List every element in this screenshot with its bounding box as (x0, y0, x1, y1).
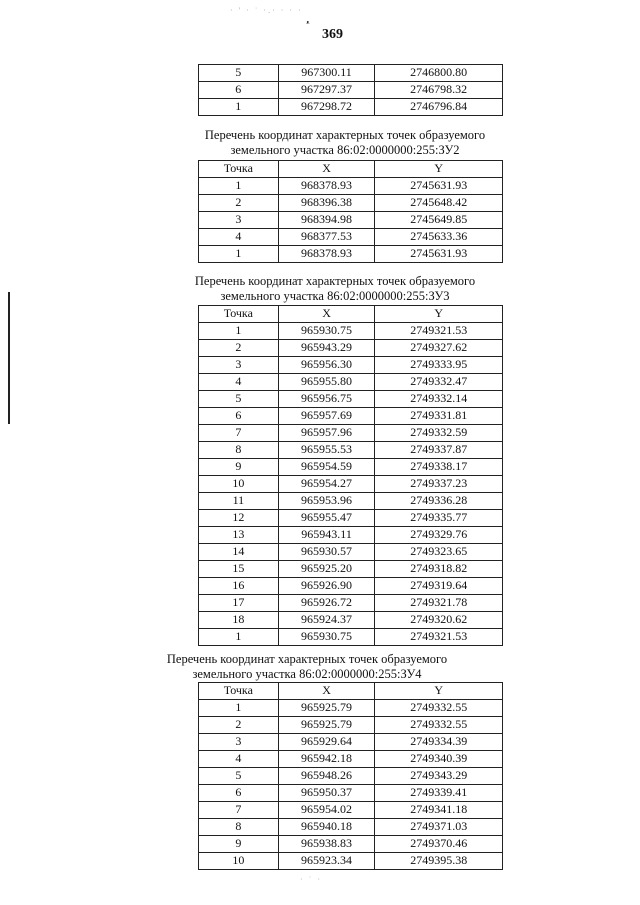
page-number: 369 (322, 27, 343, 42)
x-coordinate-cell: 965929.64 (278, 734, 375, 751)
y-coordinate-cell: 2749327.62 (375, 340, 503, 357)
x-coordinate-cell: 965930.57 (278, 544, 375, 561)
y-coordinate-cell: 2749323.65 (375, 544, 503, 561)
x-coordinate-cell: 965957.96 (278, 425, 375, 442)
heading-line-1: Перечень координат характерных точек образуемого (194, 274, 476, 288)
y-coordinate-cell: 2749318.82 (375, 561, 503, 578)
x-coordinate-cell: 965956.30 (278, 357, 375, 374)
table-row (199, 785, 503, 802)
x-coordinate-cell: 968394.98 (278, 212, 375, 229)
point-number-cell: 7 (199, 802, 279, 819)
y-coordinate-cell: 2749341.18 (375, 802, 503, 819)
point-number-cell: 16 (199, 578, 279, 595)
coordinates-table-zu2 (198, 160, 503, 263)
x-coordinate-cell: 965942.18 (278, 751, 375, 768)
table-heading-zu4 (112, 652, 502, 682)
x-coordinate-cell: 965925.79 (278, 717, 375, 734)
y-coordinate-cell: 2745633.36 (375, 229, 503, 246)
point-number-cell: 2 (199, 340, 279, 357)
x-coordinate-cell: 965948.26 (278, 768, 375, 785)
table-row (199, 768, 503, 785)
table-row (199, 819, 503, 836)
y-coordinate-cell: 2746800.80 (375, 65, 503, 82)
heading-line-2: земельного участка 86:02:0000000:255:ЗУ3 (220, 289, 450, 303)
y-coordinate-cell: 2749332.55 (375, 717, 503, 734)
table-header-row (199, 161, 503, 178)
y-coordinate-cell: 2749321.53 (375, 629, 503, 646)
point-number-cell: 4 (199, 229, 279, 246)
y-coordinate-cell: 2749332.59 (375, 425, 503, 442)
column-header-x: X (278, 161, 375, 178)
coordinates-table-zu4 (198, 682, 503, 870)
x-coordinate-cell: 968377.53 (278, 229, 375, 246)
y-coordinate-cell: 2749319.64 (375, 578, 503, 595)
x-coordinate-cell: 965956.75 (278, 391, 375, 408)
point-number-cell: 4 (199, 374, 279, 391)
table-row (199, 700, 503, 717)
y-coordinate-cell: 2749337.87 (375, 442, 503, 459)
y-coordinate-cell: 2746798.32 (375, 82, 503, 99)
y-coordinate-cell: 2749340.39 (375, 751, 503, 768)
x-coordinate-cell: 965955.53 (278, 442, 375, 459)
x-coordinate-cell: 965926.72 (278, 595, 375, 612)
point-number-cell: 5 (199, 391, 279, 408)
x-coordinate-cell: 965940.18 (278, 819, 375, 836)
heading-line-1: Перечень координат характерных точек образуемого (166, 652, 448, 666)
table-row (199, 853, 503, 870)
table-row (199, 510, 503, 527)
y-coordinate-cell: 2745648.42 (375, 195, 503, 212)
point-number-cell: 2 (199, 717, 279, 734)
x-coordinate-cell: 965957.69 (278, 408, 375, 425)
heading-line-1: Перечень координат характерных точек образуемого (204, 128, 486, 142)
table-row (199, 734, 503, 751)
x-coordinate-cell: 967297.37 (278, 82, 375, 99)
table-row (199, 82, 503, 99)
point-number-cell: 10 (199, 476, 279, 493)
heading-line-2: земельного участка 86:02:0000000:255:ЗУ2 (230, 143, 460, 157)
x-coordinate-cell: 965925.79 (278, 700, 375, 717)
table-row (199, 178, 503, 195)
y-coordinate-cell: 2749321.53 (375, 323, 503, 340)
x-coordinate-cell: 965930.75 (278, 323, 375, 340)
x-coordinate-cell: 965943.11 (278, 527, 375, 544)
table-heading-zu2 (150, 128, 540, 158)
x-coordinate-cell: 965926.90 (278, 578, 375, 595)
table-row (199, 836, 503, 853)
margin-bar (8, 292, 10, 424)
column-header-point: Точка (199, 161, 279, 178)
corner-mark: ᵜ (306, 18, 310, 30)
x-coordinate-cell: 965955.47 (278, 510, 375, 527)
x-coordinate-cell: 965954.59 (278, 459, 375, 476)
table-row (199, 802, 503, 819)
x-coordinate-cell: 968378.93 (278, 178, 375, 195)
point-number-cell: 5 (199, 768, 279, 785)
column-header-y: Y (375, 306, 503, 323)
point-number-cell: 1 (199, 99, 279, 116)
y-coordinate-cell: 2749320.62 (375, 612, 503, 629)
point-number-cell: 1 (199, 246, 279, 263)
y-coordinate-cell: 2749334.39 (375, 734, 503, 751)
x-coordinate-cell: 965953.96 (278, 493, 375, 510)
column-header-point: Точка (199, 683, 279, 700)
table-header-row (199, 306, 503, 323)
x-coordinate-cell: 965943.29 (278, 340, 375, 357)
y-coordinate-cell: 2749332.14 (375, 391, 503, 408)
x-coordinate-cell: 965954.27 (278, 476, 375, 493)
table-row (199, 544, 503, 561)
table-row (199, 442, 503, 459)
x-coordinate-cell: 967298.72 (278, 99, 375, 116)
y-coordinate-cell: 2749331.81 (375, 408, 503, 425)
column-header-point: Точка (199, 306, 279, 323)
y-coordinate-cell: 2749329.76 (375, 527, 503, 544)
point-number-cell: 1 (199, 178, 279, 195)
y-coordinate-cell: 2749370.46 (375, 836, 503, 853)
y-coordinate-cell: 2749335.77 (375, 510, 503, 527)
coordinates-table-continuation (198, 64, 503, 116)
y-coordinate-cell: 2749337.23 (375, 476, 503, 493)
table-row (199, 561, 503, 578)
x-coordinate-cell: 965955.80 (278, 374, 375, 391)
table-row (199, 527, 503, 544)
table-header-row (199, 683, 503, 700)
table-row (199, 717, 503, 734)
table-row (199, 374, 503, 391)
x-coordinate-cell: 965925.20 (278, 561, 375, 578)
point-number-cell: 7 (199, 425, 279, 442)
point-number-cell: 9 (199, 459, 279, 476)
y-coordinate-cell: 2745631.93 (375, 246, 503, 263)
x-coordinate-cell: 965950.37 (278, 785, 375, 802)
y-coordinate-cell: 2749321.78 (375, 595, 503, 612)
table-row (199, 595, 503, 612)
point-number-cell: 3 (199, 734, 279, 751)
point-number-cell: 1 (199, 323, 279, 340)
y-coordinate-cell: 2749343.29 (375, 768, 503, 785)
scan-noise: · ' · ˙ ·.· · · · (230, 6, 303, 15)
table-row (199, 476, 503, 493)
table-row (199, 408, 503, 425)
table-row (199, 391, 503, 408)
point-number-cell: 1 (199, 629, 279, 646)
point-number-cell: 14 (199, 544, 279, 561)
point-number-cell: 6 (199, 408, 279, 425)
y-coordinate-cell: 2749333.95 (375, 357, 503, 374)
coordinates-table-zu3 (198, 305, 503, 646)
table-row (199, 578, 503, 595)
column-header-x: X (278, 683, 375, 700)
table-row (199, 425, 503, 442)
column-header-y: Y (375, 683, 503, 700)
point-number-cell: 1 (199, 700, 279, 717)
table-row (199, 99, 503, 116)
table-row (199, 323, 503, 340)
table-row (199, 246, 503, 263)
point-number-cell: 2 (199, 195, 279, 212)
table-row (199, 612, 503, 629)
table-row (199, 751, 503, 768)
point-number-cell: 12 (199, 510, 279, 527)
point-number-cell: 17 (199, 595, 279, 612)
x-coordinate-cell: 968396.38 (278, 195, 375, 212)
table-heading-zu3 (140, 274, 530, 304)
column-header-x: X (278, 306, 375, 323)
scan-noise: · ˙ · (300, 875, 322, 884)
point-number-cell: 9 (199, 836, 279, 853)
y-coordinate-cell: 2749339.41 (375, 785, 503, 802)
x-coordinate-cell: 965930.75 (278, 629, 375, 646)
x-coordinate-cell: 965924.37 (278, 612, 375, 629)
point-number-cell: 5 (199, 65, 279, 82)
heading-line-2: земельного участка 86:02:0000000:255:ЗУ4 (192, 667, 422, 681)
table-row (199, 65, 503, 82)
y-coordinate-cell: 2749338.17 (375, 459, 503, 476)
y-coordinate-cell: 2745649.85 (375, 212, 503, 229)
point-number-cell: 13 (199, 527, 279, 544)
x-coordinate-cell: 967300.11 (278, 65, 375, 82)
x-coordinate-cell: 965923.34 (278, 853, 375, 870)
y-coordinate-cell: 2749332.55 (375, 700, 503, 717)
table-row (199, 357, 503, 374)
y-coordinate-cell: 2749332.47 (375, 374, 503, 391)
point-number-cell: 8 (199, 442, 279, 459)
y-coordinate-cell: 2745631.93 (375, 178, 503, 195)
point-number-cell: 6 (199, 82, 279, 99)
x-coordinate-cell: 965954.02 (278, 802, 375, 819)
y-coordinate-cell: 2749336.28 (375, 493, 503, 510)
point-number-cell: 11 (199, 493, 279, 510)
y-coordinate-cell: 2749371.03 (375, 819, 503, 836)
table-row (199, 629, 503, 646)
table-row (199, 493, 503, 510)
table-row (199, 195, 503, 212)
table-row (199, 459, 503, 476)
table-row (199, 212, 503, 229)
point-number-cell: 3 (199, 212, 279, 229)
x-coordinate-cell: 965938.83 (278, 836, 375, 853)
point-number-cell: 15 (199, 561, 279, 578)
y-coordinate-cell: 2746796.84 (375, 99, 503, 116)
table-row (199, 229, 503, 246)
table-row (199, 340, 503, 357)
x-coordinate-cell: 968378.93 (278, 246, 375, 263)
y-coordinate-cell: 2749395.38 (375, 853, 503, 870)
point-number-cell: 10 (199, 853, 279, 870)
point-number-cell: 18 (199, 612, 279, 629)
point-number-cell: 6 (199, 785, 279, 802)
column-header-y: Y (375, 161, 503, 178)
point-number-cell: 4 (199, 751, 279, 768)
point-number-cell: 3 (199, 357, 279, 374)
point-number-cell: 8 (199, 819, 279, 836)
